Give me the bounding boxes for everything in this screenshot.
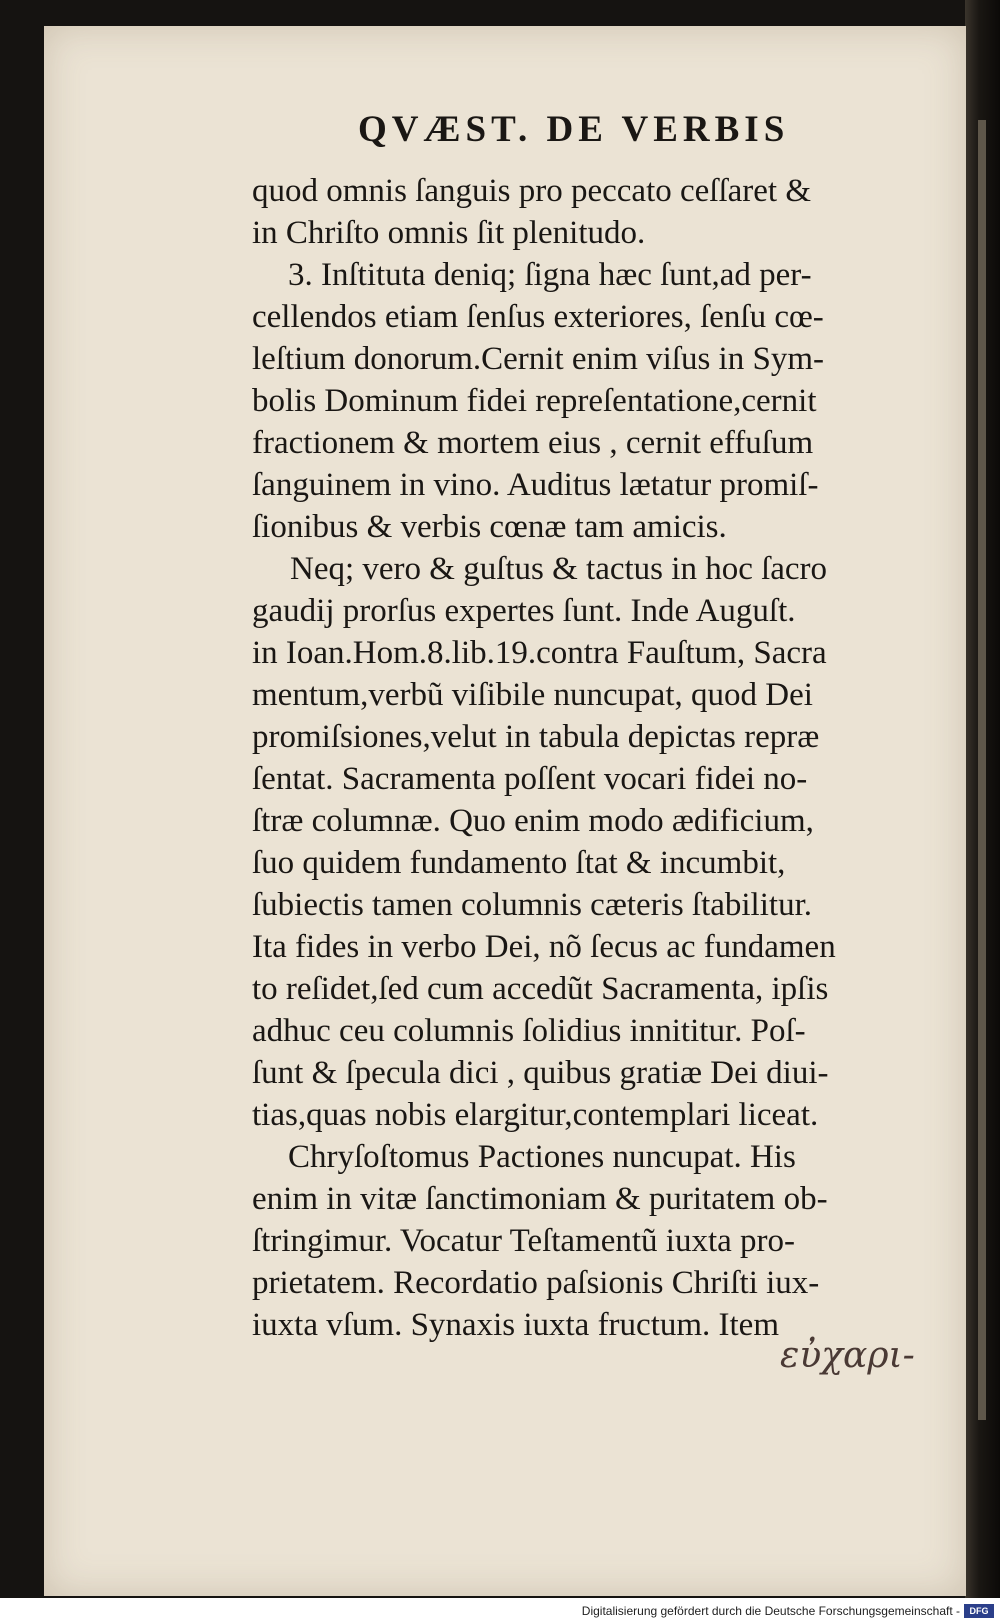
text-line: quod omnis ſanguis pro peccato ceſſaret &: [252, 173, 812, 209]
text-line: tias,quas nobis elargitur,contemplari liceat.: [252, 1097, 819, 1133]
text-line: Ita fides in verbo Dei, nõ ſecus ac fundamen: [252, 929, 836, 965]
text-line: in Chriſto omnis ſit plenitudo.: [252, 215, 646, 251]
text-line: gaudij prorſus expertes ſunt. Inde Auguſt.: [252, 593, 796, 629]
text-line: ſanguinem in vino. Auditus lætatur promiſ-: [252, 467, 819, 503]
text-line: enim in vitæ ſanctimoniam & puritatem ob-: [252, 1181, 828, 1217]
text-line: ſubiectis tamen columnis cæteris ſtabilitur.: [252, 887, 812, 923]
footer-credit: Digitalisierung gefördert durch die Deutsche Forschungsgemeinschaft -: [581, 1604, 960, 1618]
text-line: prietatem. Recordatio paſsionis Chriſti iux-: [252, 1265, 820, 1301]
text-line: cellendos etiam ſenſus exteriores, ſenſu cœ-: [252, 299, 824, 335]
text-line: in Ioan.Hom.8.lib.19.contra Fauſtum, Sacra: [252, 635, 827, 671]
text-line: iuxta vſum. Synaxis iuxta fructum. Item: [252, 1307, 780, 1343]
text-line: leſtium donorum.Cernit enim viſus in Sym-: [252, 341, 824, 377]
text-line: promiſsiones,velut in tabula depictas repræ: [252, 719, 820, 755]
text-line: ſentat. Sacramenta poſſent vocari fidei no-: [252, 761, 808, 797]
dfg-logo: DFG: [964, 1604, 994, 1618]
text-line: ſtræ columnæ. Quo enim modo ædificium,: [252, 803, 814, 839]
text-line: ſunt & ſpecula dici , quibus gratiæ Dei diui-: [252, 1055, 829, 1091]
text-line: bolis Dominum fidei repreſentatione,cernit: [252, 383, 817, 419]
text-line: 3. Inſtituta deniq; ſigna hæc ſunt,ad per-: [288, 257, 812, 293]
text-line: to reſidet,ſed cum accedũt Sacramenta, ipſis: [252, 971, 829, 1007]
text-line: ſionibus & verbis cœnæ tam amicis.: [252, 509, 727, 545]
text-line: Neq; vero & guſtus & tactus in hoc ſacro: [290, 551, 828, 587]
text-line: adhuc ceu columnis ſolidius innititur. Poſ-: [252, 1013, 806, 1049]
text-line: ſuo quidem fundamento ſtat & incumbit,: [252, 845, 786, 881]
text-line: Chryſoſtomus Pactiones nuncupat. His: [288, 1139, 796, 1175]
running-head: QVÆST. DE VERBIS: [358, 109, 790, 150]
text-line: mentum,verbũ viſibile nuncupat, quod Dei: [252, 677, 813, 713]
text-line: ſtringimur. Vocatur Teſtamentũ iuxta pro-: [252, 1223, 796, 1259]
handwritten-catchword: εὐχαρι-: [780, 1335, 915, 1376]
text-line: fractionem & mortem eius , cernit effuſum: [252, 425, 814, 461]
page-edge: [978, 120, 986, 1420]
